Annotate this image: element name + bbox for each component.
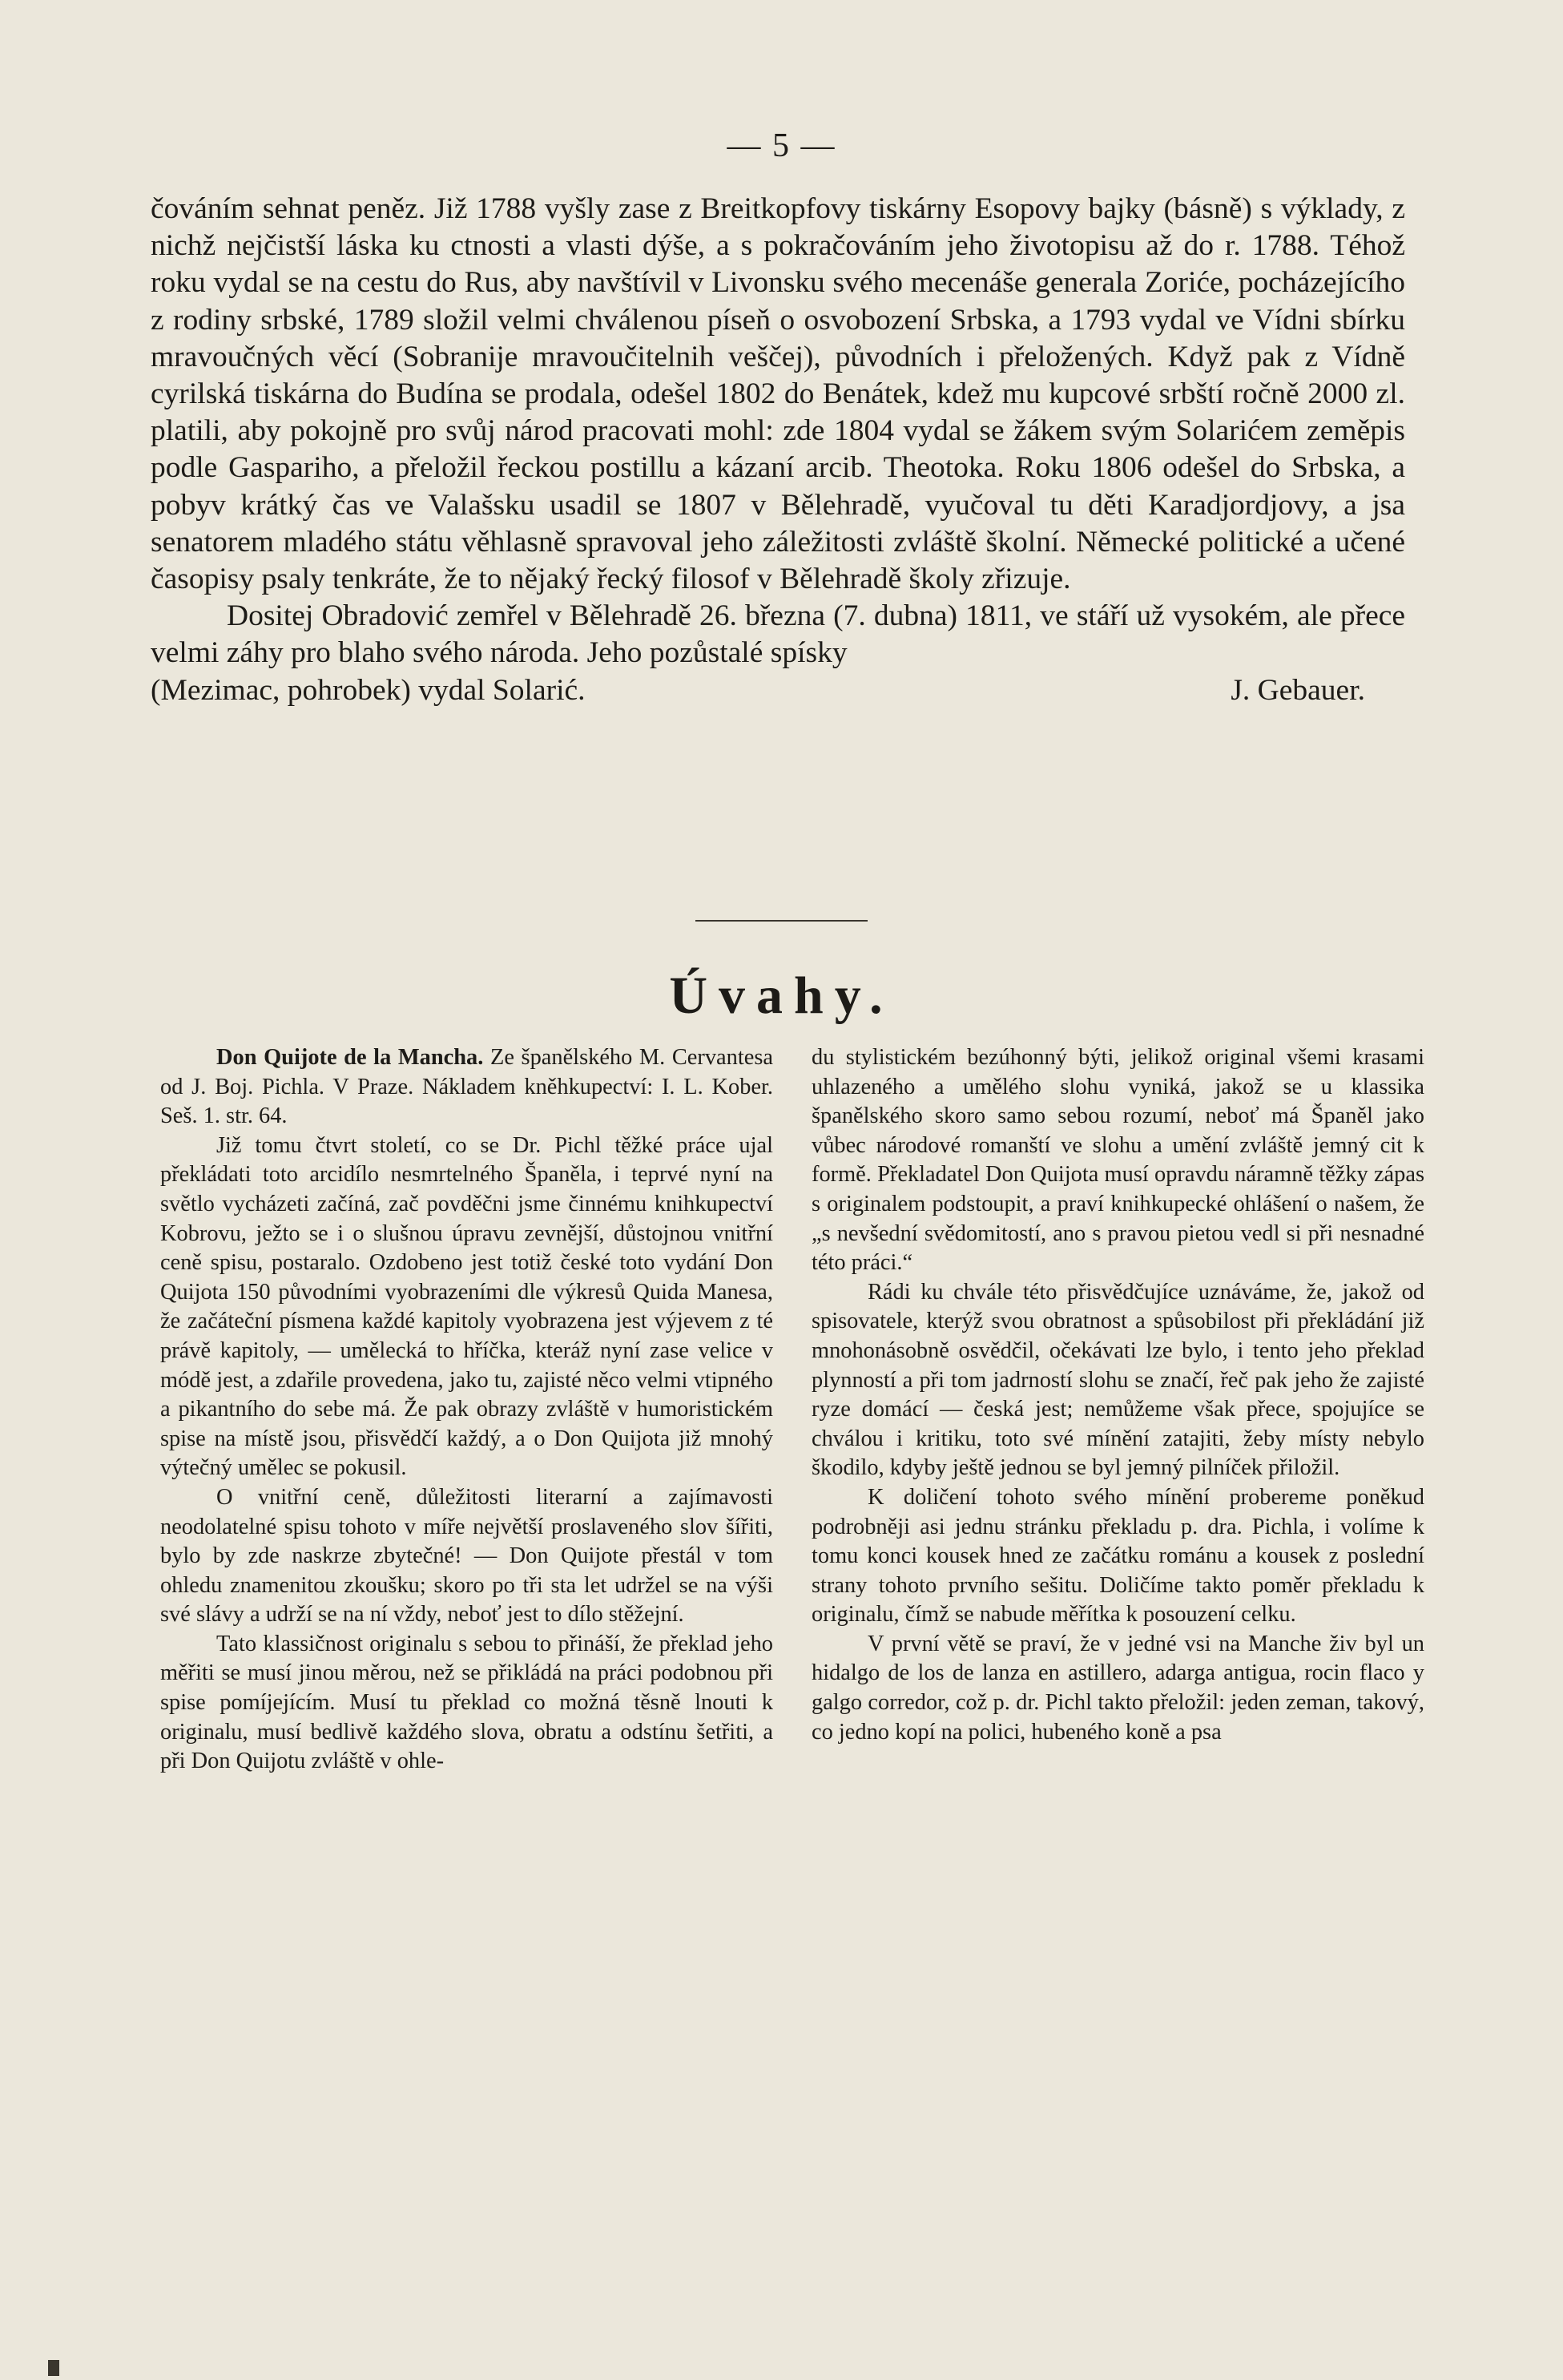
review-heading-paragraph [160, 1043, 773, 1132]
author-signature: J. Gebauer. [1231, 673, 1365, 707]
page-number: — 5 — [727, 127, 836, 164]
closing-line [151, 672, 1405, 709]
left-column [160, 1043, 773, 1777]
section-divider [695, 920, 868, 922]
scan-edge-mark [48, 2360, 59, 2376]
paragraph: V první větě se praví, že v jedné vsi na Manche živ byl un hidalgo de los de lanza en astillero, adarga antigua, rocin flaco y galgo corredor, což p. dr. Pichl takto přeložil: jeden zeman, takový, co jedno kopí na polici, hubeného koně a psa [812, 1631, 1424, 1745]
paragraph: du stylistickém bezúhonný býti, jelikož original všemi krasami uhlazeného a umělého slohu vyniká, jakož se u klassika španělského skoro samo sebou rozumí, neboť má Španěl jako vůbec národové romanští ve slohu a umění zvláště jemný cit k formě. Překladatel Don Quijota musí opravdu náramně těžky zápas s originalem podstoupit, a praví knihkupecké ohlášení o našem, že „s nevšední svědomitostí, ano s pravou pietou vedl si při nesnadné této práci.“ [812, 1045, 1424, 1276]
paragraph: K doličení tohoto svého mínění probereme poněkud podrobněji asi jednu stránku překladu p. dra. Pichla, i volíme k tomu konci kousek hned ze začátku románu a kousek z poslední strany tohoto prvního sešitu. Doličíme takto poměr překladu k originalu, čímž se nabude měřítka k posouzení celku. [812, 1484, 1424, 1628]
top-article-continuation [151, 191, 1405, 709]
paragraph-end: (Mezimac, pohrobek) vydal Solarić. [151, 673, 586, 707]
paragraph: O vnitřní ceně, důležitosti literarní a zajímavosti neodolatelné spisu tohoto v míře největší proslaveného slov šířiti, bylo by zde naskrze zbytečné! — Don Quijote přestál v tom ohledu znamenitou zkoušku; skoro po tři sta let udržel se na výši své slávy a udrží se na ní vždy, neboť jest to dílo stěžejní. [160, 1484, 773, 1628]
paragraph: Již tomu čtvrt století, co se Dr. Pichl těžké práce ujal překládati toto arcidílo nesmrtelného Španěla, i teprvé nyní na světlo vycházeti začíná, zač povděčni jsme činnému knihkupectví Kobrovu, ježto se i o slušnou úpravu zevnější, důstojnou vnitřní ceně spisu, postaralo. Ozdobeno jest totiž české toto vydání Don Quijota 150 původními vyobrazeními dle výkresů Quida Manesa, že začáteční písmena každé kapitoly vyobrazena jest výjevem z té právě kapitoly, — umělecká to hříčka, kteráž nyní zase velice v módě jest, a zdařile provedena, jako tu, zajisté něco velmi vtipného a pikantního do sebe má. Že pak obrazy zvláště v humoristickém spise na místě jsou, přisvědčí každý, a o Don Quijota již mnohý výtečný umělec se pokusil. [160, 1132, 773, 1481]
book-title: Don Quijote de la Mancha. [216, 1045, 484, 1070]
section-title: Úvahy. [669, 966, 894, 1025]
paragraph: čováním sehnat peněz. Již 1788 vyšly zase z Breitkopfovy tiskárny Esopovy bajky (básně) s výklady, z nichž nejčistší láska ku ctnosti a vlasti dýše, a s pokračováním jeho životopisu až do r. 1788. Téhož roku vydal se na cestu do Rus, aby navštívil v Livonsku svého mecenáše generala Zoriće, pocházejícího z rodiny srbské, 1789 složil velmi chválenou píseň o osvobození Srbska, a 1793 vydal ve Vídni sbírku mravoučných věcí (Sobranije mravoučitelnih veščej), původních i přeložených. Když pak z Vídně cyrilská tiskárna do Budína se prodala, odešel 1802 do Benátek, kdež mu kupcové srbští ročně 2000 zl. platili, aby pokojně pro svůj národ pracovati mohl: zde 1804 vydal se žákem svým Solarićem zeměpis podle Gaspariho, a přeložil řeckou postillu a kázaní arcib. Theotoka. Roku 1806 odešel do Srbska, a pobyv krátký čas ve Valašsku usadil se 1807 v Bělehradě, vyučoval tu děti Karadjordjovy, a jsa senatorem mladého státu věhlasně spravoval jeho záležitosti zvláště školní. Německé politické a učené časopisy psaly tenkráte, že to nějaký řecký filosof v Bělehradě školy zřizuje. [151, 192, 1405, 596]
paragraph: Dositej Obradović zemřel v Bělehradě 26. března (7. dubna) 1811, ve stáří už vysokém, ale přece velmi záhy pro blaho svého národa. Jeho pozůstalé spísky [151, 599, 1405, 670]
book-details: Ze španělského M. Cervantesa od J. Boj. Pichla. V Praze. Nákladem kněhkupectví: I. L. Kober. Seš. 1. str. 64. [160, 1045, 773, 1129]
paragraph: Tato klassičnost originalu s sebou to přináší, že překlad jeho měřiti se musí jinou měrou, než se přikládá na práci podobnou při spise pomíjejícím. Musí tu překlad co možná těsně lnouti k originalu, musí bedlivě každého slova, obratu a odstínu šetřiti, a při Don Quijotu zvláště v ohle- [160, 1631, 773, 1774]
paragraph: Rádi ku chvále této přisvědčujíce uznáváme, že, jakož od spisovatele, kterýž svou obratnost a spůsobilost při překládání již mnohonásobně osvědčil, očekávati lze bylo, i tento jeho překlad plynností a při tom jadrností slohu se značí, řeč pak jeho že zajisté ryze domácí — česká jest; nemůžeme však přece, spojujíce se chválou i kritiku, toto své mínění zatajiti, žeby místy nebylo škodilo, kdyby ještě jednou se byl jemný pilníček přiložil. [812, 1279, 1424, 1481]
right-column [812, 1043, 1424, 1747]
